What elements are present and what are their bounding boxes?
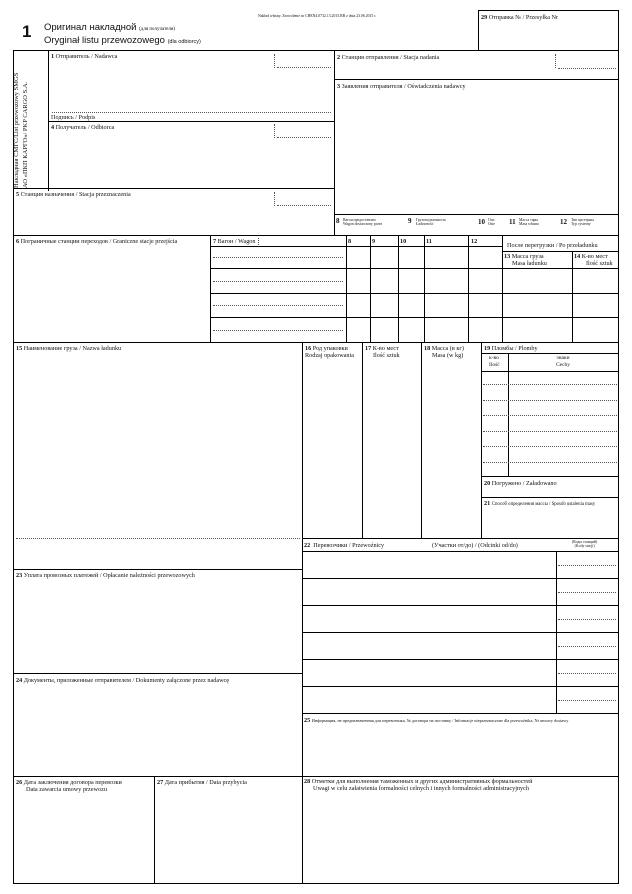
- field-25-input-area[interactable]: [303, 726, 618, 775]
- field-17-label-pl: Ilość sztuk: [373, 352, 400, 359]
- col-12-header: 12: [471, 238, 478, 245]
- field-28-label: 28 Отметки для выполнения таможенных и других административных формальностей: [304, 778, 533, 785]
- field-27-label: 27 Дата прибытия / Data przybycia: [157, 779, 247, 786]
- field-22-sections: (Участки от/до) / (Odcinki od/do): [432, 542, 518, 549]
- field-12-label: 12: [560, 218, 567, 226]
- field-12-text: Тип цистерны Typ cysterny: [571, 218, 594, 227]
- title-ru: Оригинал накладной (для получателя): [44, 22, 175, 33]
- signature-label: Подпись / Podpis: [51, 114, 96, 121]
- field-26-label-pl: Data zawarcia umowy przewozu: [26, 786, 107, 793]
- field-13-label: 13 Масса груза: [504, 253, 544, 260]
- field-23-input-area[interactable]: [14, 580, 301, 672]
- seal-marks-header: знаки Cechy: [556, 355, 571, 368]
- copy-number: 1: [22, 22, 32, 41]
- field-2-label: 2 Станция отправления / Stacja nadania: [337, 54, 440, 61]
- field-18-label-pl: Masa (w kg): [432, 352, 464, 359]
- field-9-label: 9: [408, 217, 412, 225]
- field-15-input-area[interactable]: [14, 354, 301, 534]
- title-ru-note: (для получателя): [139, 27, 175, 32]
- field-9-text: Грузоподъемность Ładowność: [416, 218, 446, 227]
- legal-note: Nakład własny. Zezwolenie nr CHEN4.0732.13.2015.RB z dnia 23.06.2015 r.: [258, 14, 377, 18]
- title-pl: Oryginał listu przewozowego (dla odbiorcy): [44, 35, 201, 46]
- field-1-signature-line[interactable]: [52, 112, 331, 113]
- field-24-label: 24 Документы, приложенные отправителем / Dokumenty załączone przez nadawcę: [16, 677, 230, 684]
- field-14-label-pl: Ilość sztuk: [586, 260, 613, 267]
- col-9-header: 9: [372, 238, 376, 245]
- field-18-label: 18 Масса (в кг): [424, 345, 464, 352]
- field-13-label-pl: Masa ładunku: [512, 260, 547, 267]
- field-15-bottom-line[interactable]: [16, 538, 300, 539]
- field-10-label: 10: [478, 218, 485, 226]
- field-25-label: 25 Информация, не предназначенная для перевозчика, № договора на поставку / Informacje nieprzeznaczone dla przewoźnika, Nr umowy dostawy: [304, 717, 569, 724]
- field-5-label: 5 Станция назначения / Stacja przeznaczenia: [16, 191, 131, 198]
- field-1-label: 1 Отправитель / Nadawca: [51, 53, 118, 60]
- field-15-label: 15 Наименование груза / Nazwa ładunku: [16, 345, 122, 352]
- field-3-input-area[interactable]: [335, 92, 618, 212]
- side-label: Накладная СМГС/List przewozowy SMGS АО «ПКП КАРГО»/ PKP CARGO S.A.: [13, 72, 29, 188]
- field-14-label: 14 К-во мест: [574, 253, 608, 260]
- field-29-label: 29 Отправка № / Przesyłka Nr: [481, 14, 559, 21]
- seal-count-header: к-во Ilość: [489, 355, 500, 368]
- field-11-label: 11: [509, 218, 516, 226]
- field-7-label: 7 Вагон / Wagon: [213, 238, 256, 245]
- col-10-header: 10: [400, 238, 407, 245]
- field-1-input-area[interactable]: [49, 62, 333, 110]
- field-20-label: 20 Погружено / Załadowano: [484, 480, 557, 487]
- field-10-text: Оси Osie: [488, 218, 495, 227]
- field-19-label: 19 Пломбы / Plomby: [484, 345, 538, 352]
- field-3-label: 3 Заявления отправителя / Oświadczenia nadawcy: [337, 83, 466, 90]
- field-8-label: 8: [336, 217, 340, 225]
- col-8-header: 8: [348, 238, 352, 245]
- reload-label: После перегрузки / Po przeładunku: [507, 242, 598, 249]
- field-8-text: Вагон предоставлен Wagon dostarczony przez: [343, 218, 383, 227]
- field-16-label-pl: Rodzaj opakowania: [305, 352, 354, 359]
- field-28-label-pl: Uwagi w celu załatwienia formalności celnych i innych formalności administracyjnych: [313, 785, 529, 792]
- field-26-label: 26 Дата заключения договора перевозки: [16, 779, 122, 786]
- field-6-label: 6 Пограничные станции переходов / Graniczne stacje przejścia: [16, 238, 178, 245]
- title-pl-note: (dla odbiorcy): [167, 39, 201, 45]
- field-11-text: Масса тары Masa własna: [519, 218, 539, 227]
- col-11-header: 11: [426, 238, 432, 245]
- field-22-label: 22 Перевозчики / Przewoźnicy: [304, 542, 385, 549]
- field-17-label: 17 К-во мест: [365, 345, 399, 352]
- field-28-input-area[interactable]: [303, 795, 618, 883]
- field-4-input-area[interactable]: [49, 132, 333, 187]
- field-21-label: 21 Способ определения массы / Sposób ustalenia masy: [484, 500, 596, 507]
- field-4-label: 4 Получатель / Odbiorca: [51, 124, 115, 131]
- field-22-codes: (Коды станций) (Kody stacji): [572, 540, 598, 549]
- field-23-label: 23 Уплата провозных платежей / Opłacanie należności przewozowych: [16, 572, 195, 579]
- field-16-label: 16 Род упаковки: [305, 345, 348, 352]
- field-24-input-area[interactable]: [14, 687, 301, 775]
